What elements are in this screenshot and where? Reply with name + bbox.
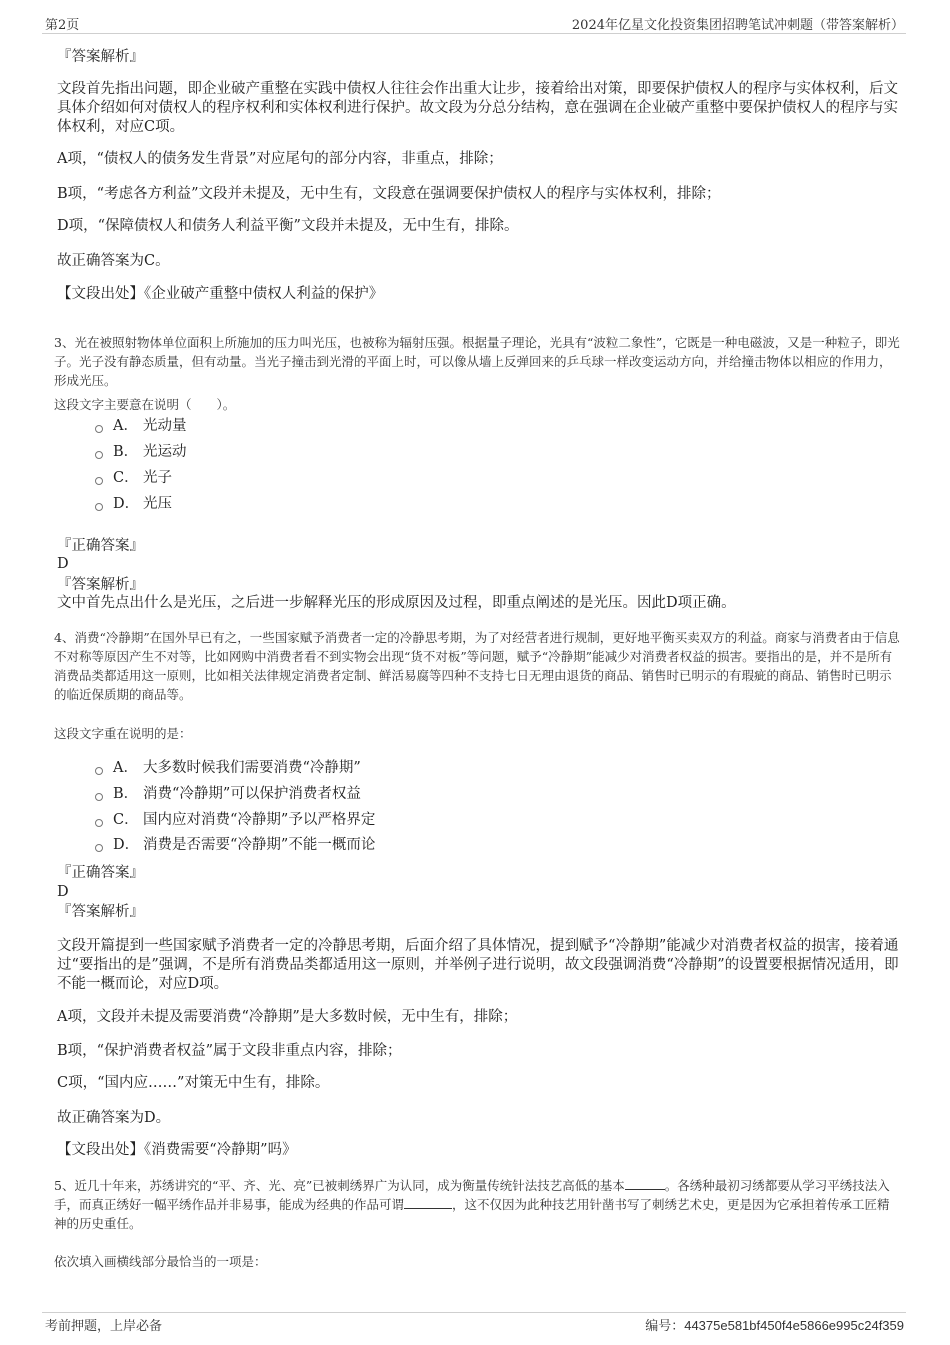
- radio-icon[interactable]: [95, 477, 103, 485]
- header-divider: [42, 33, 906, 34]
- q4-analysis-label: 『答案解析』: [57, 904, 144, 920]
- q4-analysis-option-b: B项，“保护消费者权益”属于文段非重点内容，排除；: [57, 1043, 402, 1059]
- radio-icon[interactable]: [95, 451, 103, 459]
- q4-stem: 4、消费“冷静期”在国外早已有之，一些国家赋予消费者一定的冷静思考期，为了对经营者进行规制，更好地平衡买卖双方的利益。商家与消费者由于信息不对称等原因产生不对等，比如网购中消费者看不到实物会出现“货不对板”等问题，赋予“冷静期”能减少对消费者权益的损害。要指出的是，并不是所有消费品类都适用这一原则，比如相关法律规定消费者定制、鲜活易腐等四种不支持七日无理由退货的商品、销售时已明示的有瑕疵的商品、销售时已明示的临近保质期的商品等。: [54, 630, 900, 702]
- page-number: 第2页: [45, 18, 80, 33]
- q2-analysis-label: 『答案解析』: [57, 49, 144, 65]
- q2-analysis-paragraph: 文段首先指出问题，即企业破产重整在实践中债权人往往会作出重大让步，接着给出对策，即要保护债权人的程序与实体权利，后文具体介绍如何对债权人的程序权利和实体权利进行保护。故文段为分总分结构，意在强调在企业破产重整中要保护债权人的程序与实体权利，对应C项。: [57, 81, 898, 135]
- q3-answer-label: 『正确答案』: [57, 538, 144, 554]
- footer-slogan: 考前押题，上岸必备: [45, 1319, 163, 1334]
- q2-analysis-option-d: D项，“保障债权人和债务人利益平衡”文段并未提及，无中生有，排除。: [57, 218, 519, 234]
- radio-icon[interactable]: [95, 844, 103, 852]
- document-title: 2024年亿星文化投资集团招聘笔试冲刺题（带答案解析）: [571, 18, 904, 33]
- q3-option-d[interactable]: D． 光压: [95, 495, 172, 514]
- q3-option-c[interactable]: C． 光子: [95, 469, 172, 488]
- q3-analysis-label: 『答案解析』: [57, 577, 144, 593]
- q4-option-b[interactable]: B． 消费“冷静期”可以保护消费者权益: [95, 785, 361, 804]
- q3-question: 这段文字主要意在说明（ ）。: [54, 397, 236, 412]
- radio-icon[interactable]: [95, 767, 103, 775]
- q4-option-c[interactable]: C． 国内应对消费“冷静期”予以严格界定: [95, 811, 375, 830]
- document-id: 编号：44375e581bf450f4e5866e995c24f359: [645, 1318, 904, 1333]
- radio-icon[interactable]: [95, 503, 103, 511]
- q4-question: 这段文字重在说明的是：: [54, 726, 192, 741]
- radio-icon[interactable]: [95, 425, 103, 433]
- q4-source: 【文段出处】《消费需要“冷静期”吗》: [57, 1142, 297, 1158]
- q2-analysis-option-b: B项，“考虑各方利益”文段并未提及，无中生有，文段意在强调要保护债权人的程序与实体权利，排除；: [57, 186, 721, 202]
- q3-option-b[interactable]: B． 光运动: [95, 443, 187, 462]
- radio-icon[interactable]: [95, 793, 103, 801]
- q4-option-d[interactable]: D． 消费是否需要“冷静期”不能一概而论: [95, 836, 375, 855]
- q4-analysis-option-c: C项，“国内应……”对策无中生有，排除。: [57, 1075, 330, 1091]
- q4-analysis-option-a: A项，文段并未提及需要消费“冷静期”是大多数时候，无中生有，排除；: [57, 1009, 518, 1025]
- q4-answer: D: [57, 884, 69, 900]
- q4-option-a[interactable]: A． 大多数时候我们需要消费“冷静期”: [95, 759, 361, 778]
- q5-question: 依次填入画横线部分最恰当的一项是：: [54, 1254, 267, 1269]
- q4-analysis-paragraph: 文段开篇提到一些国家赋予消费者一定的冷静思考期，后面介绍了具体情况，提到赋予“冷静期”能减少对消费者权益的损害，接着通过“要指出的是”强调，不是所有消费品类都适用这一原则，并举例子进行说明，故文段强调消费“冷静期”的设置要根据情况适用，即不能一概而论，对应D项。: [57, 938, 899, 992]
- radio-icon[interactable]: [95, 819, 103, 827]
- q3-analysis: 文中首先点出什么是光压，之后进一步解释光压的形成原因及过程，即重点阐述的是光压。因此D项正确。: [57, 595, 736, 611]
- q4-conclusion: 故正确答案为D。: [57, 1110, 171, 1126]
- q3-answer: D: [57, 556, 69, 572]
- fill-blank-2[interactable]: [404, 1196, 452, 1209]
- q5-stem: 5、近几十年来，苏绣讲究的“平、齐、光、亮”已被刺绣界广为认同，成为衡量传统针法技艺高低的基本 。各绣种最初习绣都要从学习平绣技法入手，而真正绣好一幅平绣作品并非易事，能成为经典的作品可谓 ，这不仅因为此种技艺用针凿书写了刺绣艺术史，更是因为它承担着传承工匠精神的历史重任。: [54, 1178, 890, 1231]
- q4-answer-label: 『正确答案』: [57, 865, 144, 881]
- q2-source: 【文段出处】《企业破产重整中债权人利益的保护》: [57, 286, 384, 302]
- q2-analysis-option-a: A项，“债权人的债务发生背景”对应尾句的部分内容，非重点，排除；: [57, 151, 503, 167]
- fill-blank-1[interactable]: [625, 1177, 665, 1190]
- q2-conclusion: 故正确答案为C。: [57, 253, 170, 269]
- footer-divider: [42, 1312, 906, 1313]
- q3-option-a[interactable]: A． 光动量: [95, 417, 187, 436]
- q3-stem: 3、光在被照射物体单位面积上所施加的压力叫光压，也被称为辐射压强。根据量子理论，光具有“波粒二象性”，它既是一种电磁波，又是一种粒子，即光子。光子没有静态质量，但有动量。当光子撞击到光滑的平面上时，可以像从墙上反弹回来的乒乓球一样改变运动方向，并给撞击物体以相应的作用力，形成光压。: [54, 335, 900, 388]
